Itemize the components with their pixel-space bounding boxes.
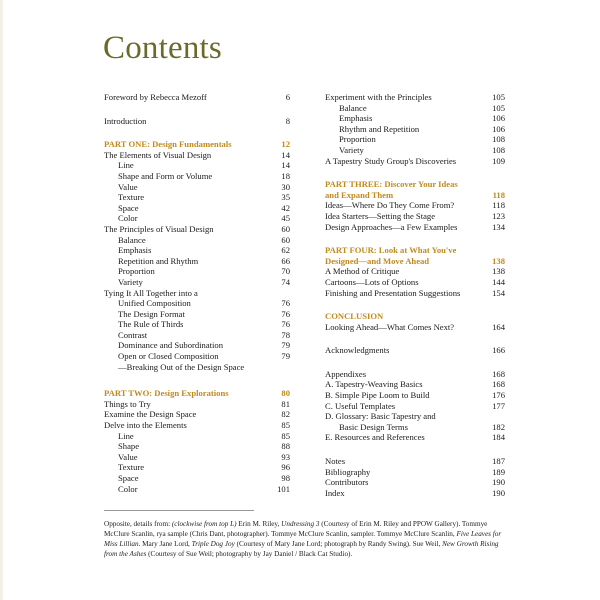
toc-page-number: 14: [281, 149, 290, 160]
toc-entry-title: Balance: [339, 102, 367, 113]
toc-entry: [104, 213, 290, 224]
toc-page-number: 66: [281, 255, 290, 266]
toc-entry-title: Shape: [118, 441, 140, 452]
toc-entry: [325, 379, 505, 390]
toc-entry: [104, 298, 290, 309]
toc-entry-title: Space: [118, 202, 139, 213]
toc-page-number: 123: [492, 210, 505, 221]
toc-page-number: 101: [277, 483, 290, 494]
toc-entry: [325, 401, 505, 412]
toc-entry-title: Proportion: [339, 134, 376, 145]
toc-entry: [325, 92, 505, 103]
toc-page-number: 144: [492, 276, 505, 287]
photo-credits-footnote: [104, 519, 504, 559]
toc-page-number: 138: [492, 266, 505, 277]
toc-page-number: 105: [492, 102, 505, 113]
page-edge: [0, 0, 3, 600]
toc-entry-title: Bibliography: [325, 466, 371, 477]
toc-page-number: 6: [285, 92, 290, 102]
toc-part-heading: [104, 388, 290, 399]
toc-page-number: 98: [281, 473, 290, 483]
toc-page-number: 12: [281, 139, 290, 150]
toc-entry: [104, 319, 290, 330]
toc-page-number: 18: [281, 170, 290, 181]
credit-text: . Mary Jane Lord,: [138, 540, 192, 548]
toc-page-number: 168: [492, 368, 505, 379]
toc-entry-title: Looking Ahead—What Comes Next?: [325, 321, 455, 332]
toc-entry: [325, 145, 505, 156]
toc-page-number: 184: [492, 432, 505, 443]
toc-entry: [325, 369, 505, 380]
toc-page-number: 14: [281, 160, 290, 171]
toc-entry-title: Idea Starters—Setting the Stage: [325, 210, 436, 221]
toc-part-heading: [325, 190, 505, 201]
toc-entry-title: —Breaking Out of the Design Space: [118, 361, 245, 372]
toc-entry: [104, 224, 290, 235]
toc-entry-title: Delve into the Elements: [104, 420, 187, 431]
toc-entry: [104, 399, 290, 410]
toc-page-number: 182: [492, 421, 505, 432]
toc-entry-title: Balance: [118, 234, 146, 245]
toc-page-number: 74: [281, 276, 290, 287]
toc-entry: [104, 192, 290, 203]
toc-entry-title: Examine the Design Space: [104, 409, 197, 420]
toc-entry: [325, 200, 505, 211]
toc-entry-title: Variety: [118, 276, 143, 287]
toc-column-right: [325, 92, 505, 498]
toc-entry-title: The Design Format: [118, 308, 185, 319]
toc-entry-title: A Tapestry Study Group's Discoveries: [325, 155, 457, 166]
toc-page-number: 190: [492, 477, 505, 488]
toc-entry: [325, 134, 505, 145]
toc-entry: [104, 256, 290, 267]
toc-entry-title: Ideas—Where Do They Come From?: [325, 200, 455, 211]
toc-entry: [325, 467, 505, 478]
toc-entry: [104, 171, 290, 182]
toc-entry: [104, 245, 290, 256]
toc-entry-title: PART THREE: Discover Your Ideas: [325, 179, 458, 190]
toc-page-number: 176: [492, 390, 505, 401]
toc-entry-title: Unified Composition: [118, 298, 191, 309]
toc-page-number: 79: [281, 340, 290, 351]
toc-entry-title: Open or Closed Composition: [118, 351, 219, 362]
toc-entry-title: Contrast: [118, 329, 148, 340]
credit-work-title: Triple Dog Joy: [191, 540, 235, 548]
toc-page-number: 78: [281, 329, 290, 340]
toc-page-number: 109: [492, 155, 505, 166]
toc-entry: [325, 432, 505, 443]
toc-page-number: 76: [281, 308, 290, 319]
toc-entry: [325, 411, 505, 422]
toc-entry-title: Finishing and Presentation Suggestions: [325, 287, 461, 298]
toc-page-number: 93: [281, 451, 290, 462]
toc-entry-title: Value: [118, 451, 138, 462]
toc-entry: [104, 266, 290, 277]
toc-entry: [104, 277, 290, 288]
toc-entry: [104, 340, 290, 351]
toc-entry: [325, 322, 505, 333]
toc-page-number: 189: [492, 466, 505, 477]
toc-page-number: 85: [281, 430, 290, 441]
toc-entry: [104, 92, 290, 103]
toc-entry: [104, 150, 290, 161]
toc-page-number: 106: [492, 123, 505, 134]
toc-entry: [325, 488, 505, 499]
toc-page-number: 118: [492, 189, 505, 200]
toc-page-number: 106: [492, 113, 505, 124]
toc-entry-title: Repetition and Rhythm: [118, 255, 199, 266]
toc-entry: [104, 431, 290, 442]
toc-entry-title: Contributors: [325, 477, 369, 488]
credit-work-title: Five Leaves for Miss Lillian: [104, 530, 502, 548]
toc-entry: [325, 211, 505, 222]
toc-entry-title: Design Approaches—a Few Examples: [325, 221, 458, 232]
toc-entry-title: E. Resources and References: [325, 432, 425, 443]
toc-page-number: 168: [492, 379, 505, 390]
toc-entry-title: PART FOUR: Look at What You've: [325, 245, 457, 256]
toc-entry-title: Index: [325, 487, 345, 498]
toc-entry-title: CONCLUSION: [325, 311, 384, 322]
toc-page-number: 96: [281, 462, 290, 473]
toc-entry-title: A. Tapestry-Weaving Basics: [325, 379, 423, 390]
toc-entry: [104, 116, 290, 127]
toc-entry: [104, 462, 290, 473]
toc-entry-title: Introduction: [104, 115, 147, 126]
toc-entry-title: The Rule of Thirds: [118, 319, 184, 330]
toc-entry: [325, 103, 505, 114]
toc-entry: [325, 422, 505, 433]
toc-page-number: 8: [285, 115, 290, 126]
toc-page-number: 108: [492, 144, 505, 155]
toc-entry-title: Things to Try: [104, 398, 151, 409]
toc-page-number: 76: [281, 298, 290, 309]
toc-entry-title: C. Useful Templates: [325, 400, 396, 411]
toc-part-heading: [325, 179, 505, 190]
toc-entry: [325, 266, 505, 277]
toc-page-number: 80: [281, 388, 290, 399]
toc-entry: [104, 441, 290, 452]
toc-entry: [325, 124, 505, 135]
toc-column-left: [104, 92, 290, 494]
toc-page-number: 190: [492, 487, 505, 498]
toc-entry: [325, 277, 505, 288]
toc-page-number: 30: [281, 181, 290, 192]
credit-text: Erin M. Riley,: [236, 520, 282, 528]
toc-entry: [104, 235, 290, 246]
toc-entry-title: Space: [118, 473, 139, 483]
toc-entry-title: Notes: [325, 456, 346, 467]
toc-part-heading: [104, 139, 290, 150]
toc-entry-title: Cartoons—Lots of Options: [325, 276, 419, 287]
credit-work-title: New Growth Rising from the Ashes: [104, 540, 499, 558]
toc-entry-title: Emphasis: [118, 245, 152, 256]
toc-entry-title: Basic Design Terms: [339, 421, 408, 432]
toc-entry: [104, 203, 290, 214]
toc-page-number: 82: [281, 409, 290, 420]
toc-entry-title: Acknowledgments: [325, 345, 390, 356]
credit-italic: (clockwise from top L): [171, 520, 237, 528]
toc-page-number: 60: [281, 223, 290, 234]
toc-entry: [104, 420, 290, 431]
toc-page-number: 154: [492, 287, 505, 298]
toc-entry-title: Shape and Form or Volume: [118, 170, 213, 181]
toc-page-number: 105: [492, 92, 505, 102]
toc-entry: [325, 113, 505, 124]
toc-page-number: 88: [281, 441, 290, 452]
toc-entry-title: PART TWO: Design Explorations: [104, 388, 229, 399]
credit-text: (Courtesy of Erin M. Riley and PPOW Gallery). Tommye McClure Scanlin, rya sample (Chris Dant, photographer). Tommye McClure Scanlin, sampler. Tommye McClure Scanlin,: [104, 520, 488, 538]
toc-entry: [104, 330, 290, 341]
toc-page-number: 42: [281, 202, 290, 213]
toc-entry: [325, 156, 505, 167]
toc-entry-title: Line: [118, 430, 134, 441]
toc-entry: [325, 288, 505, 299]
toc-entry-title: The Principles of Visual Design: [104, 223, 214, 234]
toc-entry-title: Value: [118, 181, 138, 192]
toc-entry-title: The Elements of Visual Design: [104, 149, 212, 160]
toc-entry: [325, 456, 505, 467]
toc-page-number: 76: [281, 319, 290, 330]
toc-entry-title: Line: [118, 160, 134, 171]
toc-part-heading: [325, 311, 505, 322]
toc-entry: [104, 484, 290, 495]
toc-page-number: 118: [492, 200, 505, 211]
toc-entry-title: Texture: [118, 192, 145, 203]
toc-page-number: 134: [492, 221, 505, 232]
toc-entry-title: D. Glossary: Basic Tapestry and: [325, 411, 436, 422]
toc-entry-title: Tying It All Together into a: [104, 287, 198, 298]
toc-page-number: 79: [281, 351, 290, 362]
toc-entry-title: Appendixes: [325, 368, 367, 379]
toc-page-number: 164: [492, 321, 505, 332]
toc-entry: [104, 288, 290, 299]
toc-entry-title: Foreword by Rebecca Mezoff: [104, 92, 207, 102]
credit-text: (Courtesy of Sue Weil; photography by Jay Daniel / Black Cat Studio).: [146, 550, 353, 558]
toc-entry-title: PART ONE: Design Fundamentals: [104, 139, 232, 150]
toc-part-heading: [325, 245, 505, 256]
toc-page-number: 138: [492, 255, 505, 266]
toc-entry-title: Variety: [339, 144, 364, 155]
toc-entry: [104, 409, 290, 420]
toc-entry: [104, 309, 290, 320]
toc-page-number: 60: [281, 234, 290, 245]
toc-entry: [104, 473, 290, 484]
toc-entry: [104, 182, 290, 193]
toc-entry: [104, 452, 290, 463]
credit-text: Opposite, details from:: [104, 520, 172, 528]
toc-entry-title: Texture: [118, 462, 145, 473]
toc-page-number: 187: [492, 456, 505, 467]
toc-page-number: 166: [492, 345, 505, 356]
toc-page-number: 81: [281, 398, 290, 409]
toc-entry: [325, 345, 505, 356]
toc-entry-title: and Expand Them: [325, 189, 394, 200]
toc-entry-title: Color: [118, 483, 138, 494]
toc-entry: [104, 160, 290, 171]
toc-entry: [325, 477, 505, 488]
toc-entry-title: Color: [118, 213, 138, 224]
toc-page-number: 45: [281, 213, 290, 224]
toc-part-heading: [325, 256, 505, 267]
toc-page-number: 177: [492, 400, 505, 411]
toc-entry: [325, 390, 505, 401]
toc-entry-title: B. Simple Pipe Loom to Build: [325, 390, 430, 401]
footnote-divider: [104, 510, 254, 511]
toc-page-number: 108: [492, 134, 505, 145]
toc-page-number: 62: [281, 245, 290, 256]
toc-entry-title: Proportion: [118, 266, 155, 277]
toc-page-number: 35: [281, 192, 290, 203]
toc-entry: [104, 351, 290, 362]
toc-entry-title: Rhythm and Repetition: [339, 123, 420, 134]
toc-page-number: 85: [281, 420, 290, 431]
toc-page-number: 70: [281, 266, 290, 277]
toc-entry: [104, 362, 290, 373]
credit-work-title: Undressing 3: [281, 520, 320, 528]
toc-entry: [325, 222, 505, 233]
toc-entry-title: Designed—and Move Ahead: [325, 255, 430, 266]
toc-entry-title: Experiment with the Principles: [325, 92, 432, 102]
toc-entry-title: Emphasis: [339, 113, 373, 124]
credit-text: (Courtesy of Mary Jane Lord; photograph by Randy Swing). Sue Weil,: [234, 540, 443, 548]
page-title: Contents: [103, 30, 222, 66]
toc-entry-title: A Method of Critique: [325, 266, 400, 277]
toc-entry-title: Dominance and Subordination: [118, 340, 224, 351]
